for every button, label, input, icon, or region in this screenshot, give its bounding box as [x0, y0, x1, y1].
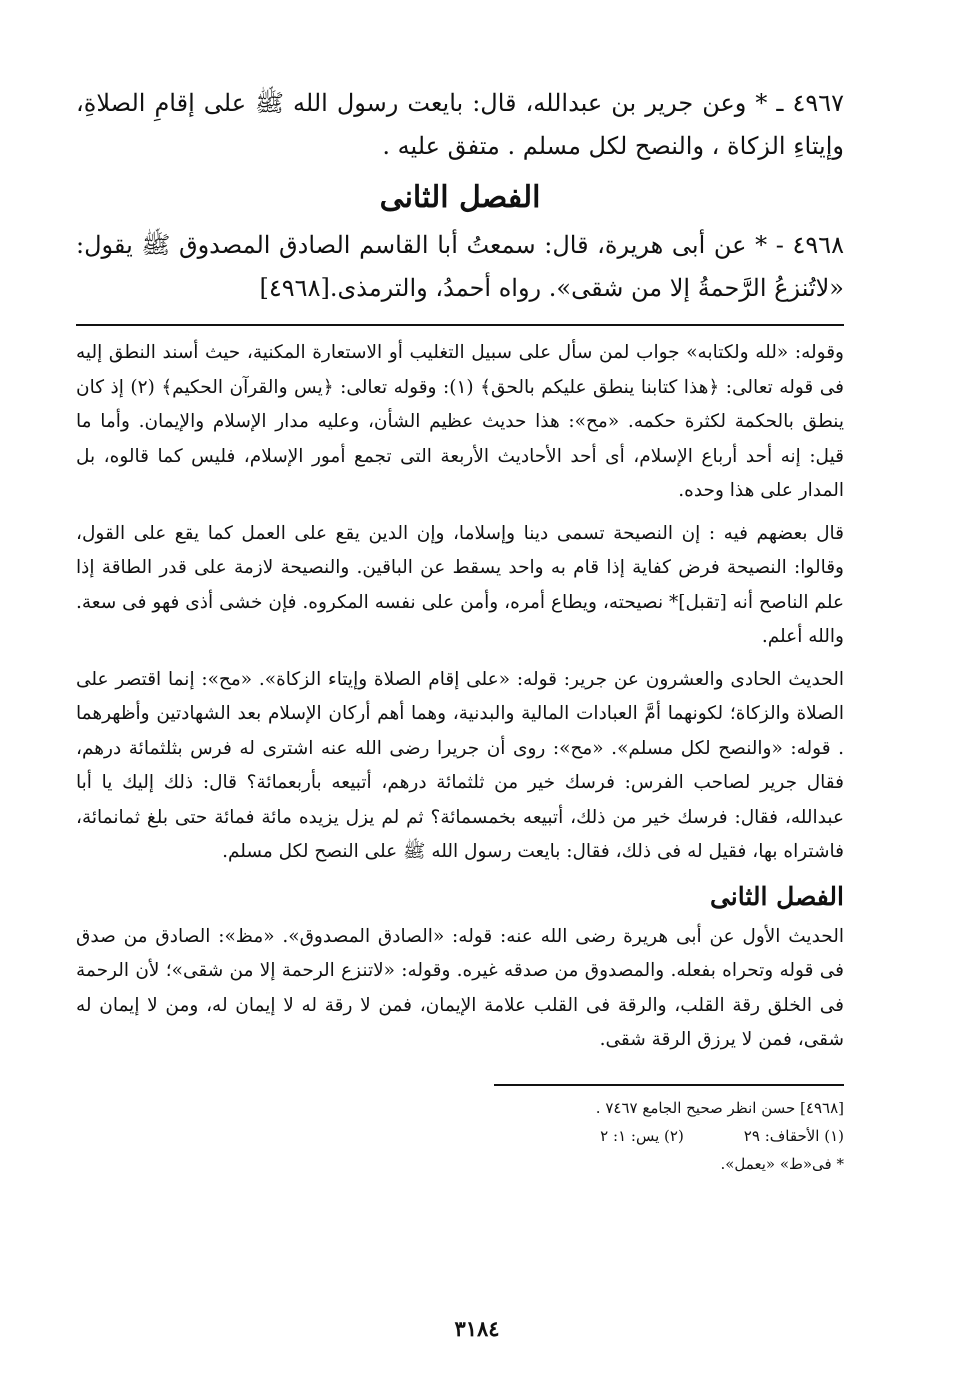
separator-rule	[76, 324, 844, 326]
footnote-star: * فى«ط» «يعمل».	[720, 1154, 844, 1173]
footnote-rule	[494, 1084, 844, 1086]
page-number: ٣١٨٤	[454, 1316, 500, 1341]
hadith-4968: ٤٩٦٨ - * عن أبى هريرة، قال: سمعتُ أبا القاسم الصادق المصدوق ﷺ يقول: «لاتُنزعُ الرَّحمةُ إلا من شقى». رواه أحمدُ، والترمذى.[٤٩٦٨]	[76, 231, 844, 302]
footnote-takhrij: [٤٩٦٨] حسن انظر صحيح الجامع ٧٤٦٧ .	[595, 1098, 844, 1117]
commentary-block	[76, 336, 844, 1058]
commentary-paragraph: الحديث الأول عن أبى هريرة رضى الله عنه: قوله: «الصادق المصدوق». «مظ»: الصادق من صدق فى قوله وتحراه بفعله. والمصدوق من صدقه غيره. وقوله: «لاتنزع الرحمة إلا من شقى»؛ لأن الرحمة فى الخلق رقة القلب، والرقة فى القلب علامة الإيمان، فمن لا رقة له لا إيمان له، ومن لا إيمان له شقى، فمن لا يرزق الرقة شقى.	[76, 925, 844, 1050]
hadith-4967: ٤٩٦٧ ـ * وعن جرير بن عبدالله، قال: بايعت رسول الله ﷺ على إقامِ الصلاةِ، وإيتاءِ الزكاة ، والنصح لكل مسلم . متفق عليه .	[76, 89, 844, 160]
commentary-paragraph: الحديث الحادى والعشرون عن جرير: قوله: «على إقام الصلاة وإيتاء الزكاة». «مح»: إنما اقتصر على الصلاة والزكاة؛ لكونهما أمَّ العبادات المالية والبدنية، وهما أهم أركان الإسلام بعد الشهادتين وأظهرهما . قوله: «والنصح لكل مسلم». «مح»: روى أن جريرا رضى الله عنه اشترى له فرس بثلثمائة درهم، فقال جرير لصاحب الفرس: فرسك خير من ثلثمائة درهم، أتبيعه بأربعمائة؟ قال: ذلك إليك يا أبا عبدالله، فقال: فرسك خير من ذلك، أتبيعه بخمسمائة؟ ثم لم يزل يزيده مائة فمائة حتى بلغ ثمانمائة، فاشتراه بها، فقيل له فى ذلك، فقال: بايعت رسول الله ﷺ على النصح لكل مسلم.	[76, 668, 844, 862]
footnote-1: (١) الأحقاف: ٢٩	[743, 1126, 844, 1145]
section-title: الفصل الثانى	[379, 180, 541, 215]
footnote-row	[76, 1122, 844, 1150]
footnote-2: (٢) يس: ١: ٢	[600, 1126, 684, 1145]
footnotes	[76, 1094, 844, 1178]
hadith-block	[76, 82, 844, 310]
commentary-section-title: الفصل الثانى	[709, 881, 844, 911]
commentary-paragraph: قال بعضهم فيه : إن النصيحة تسمى دينا وإسلاما، وإن الدين يقع على العمل كما يقع على القول، وقالوا: النصيحة فرض كفاية إذا قام به واحد يسقط عن الباقين. والنصيحة لازمة على قدر الطاقة إذا علم الناصح أنه [تقبل]* نصيحته، ويطاع أمره، وأمن على نفسه المكروه. فإن خشى أذى فهو فى سعة. والله أعلم.	[76, 522, 844, 647]
commentary-paragraph: وقوله: «لله ولكتابه» جواب لمن سأل على سبيل التغليب أو الاستعارة المكنية، حيث أسند النطق إليه فى قوله تعالى: ﴿هذا كتابنا ينطق عليكم بالحق﴾ (١): وقوله تعالى: ﴿يس والقرآن الحكيم﴾ (٢) إذ كان ينطق بالحكمة لكثرة حكمه. «مح»: هذا حديث عظيم الشأن، وعليه مدار الإسلام والإيمان. وأما ما قيل: إنه أحد أرباع الإسلام، أى أحد الأحاديث الأربعة التى تجمع أمور الإسلام، فليس كما قالوه، بل المدار على هذا وحده.	[76, 342, 845, 501]
